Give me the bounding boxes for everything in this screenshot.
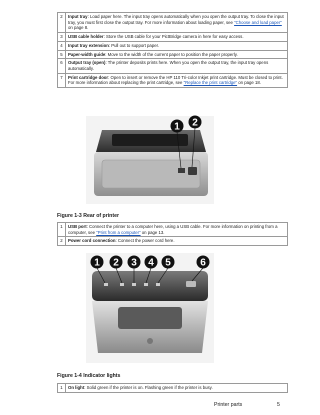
print-from-computer-link[interactable]: "Print from a computer": [96, 229, 141, 235]
row-description: [66, 33, 288, 42]
description-text: : Solid green if the printer is on. Flashing green if the printer is busy.: [84, 385, 213, 390]
term: USB cable holder: [68, 34, 104, 40]
page-number: 5: [277, 402, 280, 408]
term: On light: [68, 385, 85, 390]
row-description: [66, 13, 288, 33]
callout-2: [189, 116, 202, 129]
callout-1: [91, 256, 104, 269]
row-number: 5: [58, 50, 66, 59]
figure-2-caption: Figure 1-4 Indicator lights: [57, 373, 121, 379]
usb-port: [178, 168, 185, 173]
light-4: [144, 283, 148, 286]
description-text: : Pull out to support paper.: [108, 42, 159, 48]
term: Input tray: [68, 14, 88, 19]
row-description: [66, 237, 288, 246]
row-number: 1: [58, 384, 66, 393]
table-row: [58, 41, 288, 50]
output-slot: [118, 307, 182, 329]
callout-4: [145, 256, 158, 269]
term: Power cord connection: [68, 238, 116, 244]
callout-3: [128, 256, 141, 269]
rear-panel: [102, 160, 200, 188]
row-number: 6: [58, 59, 66, 73]
page-reference: on page 13.: [140, 229, 165, 235]
printer-rear-figure: [82, 112, 218, 213]
page-reference: on page 8.: [68, 25, 89, 31]
row-description: [66, 41, 288, 50]
row-description: [66, 59, 288, 73]
row-description: [66, 73, 288, 87]
callout-1-label: 1: [174, 121, 180, 133]
table-row: [58, 384, 288, 393]
row-number: 7: [58, 73, 66, 87]
printer-lights-illustration: [82, 249, 218, 367]
callout-4-label: 4: [148, 257, 154, 269]
footer-section-label: Printer parts: [214, 402, 243, 408]
term: Paper-width guide: [68, 51, 106, 57]
table-row: [58, 59, 288, 73]
parts-table-3: [57, 383, 288, 393]
row-number: 2: [58, 237, 66, 246]
light-5: [156, 283, 160, 286]
description-text: : Open to insert or remove the HP 110 Tri-color Inkjet print cartridge. Must be closed to print. For more information about replacing the print cartridge, see: [68, 74, 283, 86]
light-2: [120, 283, 124, 286]
callout-2-label: 2: [113, 257, 119, 269]
table-row: [58, 13, 288, 33]
description-text: : Connect the power cord here.: [115, 238, 175, 244]
callout-5-label: 5: [165, 257, 171, 269]
table-row: [58, 73, 288, 87]
callout-3-label: 3: [131, 257, 137, 269]
light-3: [132, 283, 136, 286]
description-text: : Connect the printer to a computer here, using a USB cable. For more information on printing from a computer, see: [68, 224, 278, 235]
row-description: [66, 50, 288, 59]
table-row: [58, 223, 288, 237]
callout-2-label: 2: [192, 117, 198, 129]
callout-5: [162, 256, 175, 269]
callout-6-label: 6: [200, 257, 206, 269]
row-number: 4: [58, 41, 66, 50]
page-reference: on page 18.: [237, 80, 261, 86]
term: Print cartridge door: [68, 74, 109, 80]
row-description: [66, 223, 288, 237]
table-row: [58, 33, 288, 42]
term: USB port: [68, 224, 87, 229]
description-text: : Move to the width of the current paper to position the paper properly.: [105, 51, 238, 57]
replace-cartridge-link[interactable]: "Replace the print cartridge": [183, 80, 238, 86]
row-description: [66, 384, 288, 393]
row-number: 3: [58, 33, 66, 42]
description-text: : Load paper here. The input tray opens automatically when you open the output tray. To close the input tray, you must first close the output tray. For more information about loading paper, see: [68, 14, 284, 25]
parts-table-2: [57, 222, 288, 246]
description-text: : Store the USB cable for your PictBridge camera in here for easy access.: [103, 34, 244, 40]
callout-6: [197, 256, 210, 269]
printer-rear-illustration: [82, 112, 218, 208]
table-row: [58, 50, 288, 59]
figure-1-caption: Figure 1-3 Rear of printer: [57, 213, 119, 219]
light-6: [186, 281, 196, 287]
row-number: 1: [58, 223, 66, 237]
light-on: [104, 283, 108, 286]
hp-logo-icon: [147, 338, 153, 344]
printer-lights-figure: [82, 249, 218, 372]
description-text: : The printer deposits prints here. When you open the output tray, the input tray opens automatically.: [68, 60, 269, 71]
callout-2: [110, 256, 123, 269]
row-number: 2: [58, 13, 66, 33]
paper-slot: [112, 134, 188, 146]
term: Output tray (open): [68, 60, 106, 66]
parts-table-1: [57, 12, 288, 88]
table-row: [58, 237, 288, 246]
term: Input tray extension: [68, 42, 109, 48]
callout-1-label: 1: [94, 257, 100, 269]
choose-load-paper-link[interactable]: "Choose and load paper": [234, 19, 282, 25]
callout-1: [171, 120, 184, 133]
power-connector: [188, 167, 197, 175]
